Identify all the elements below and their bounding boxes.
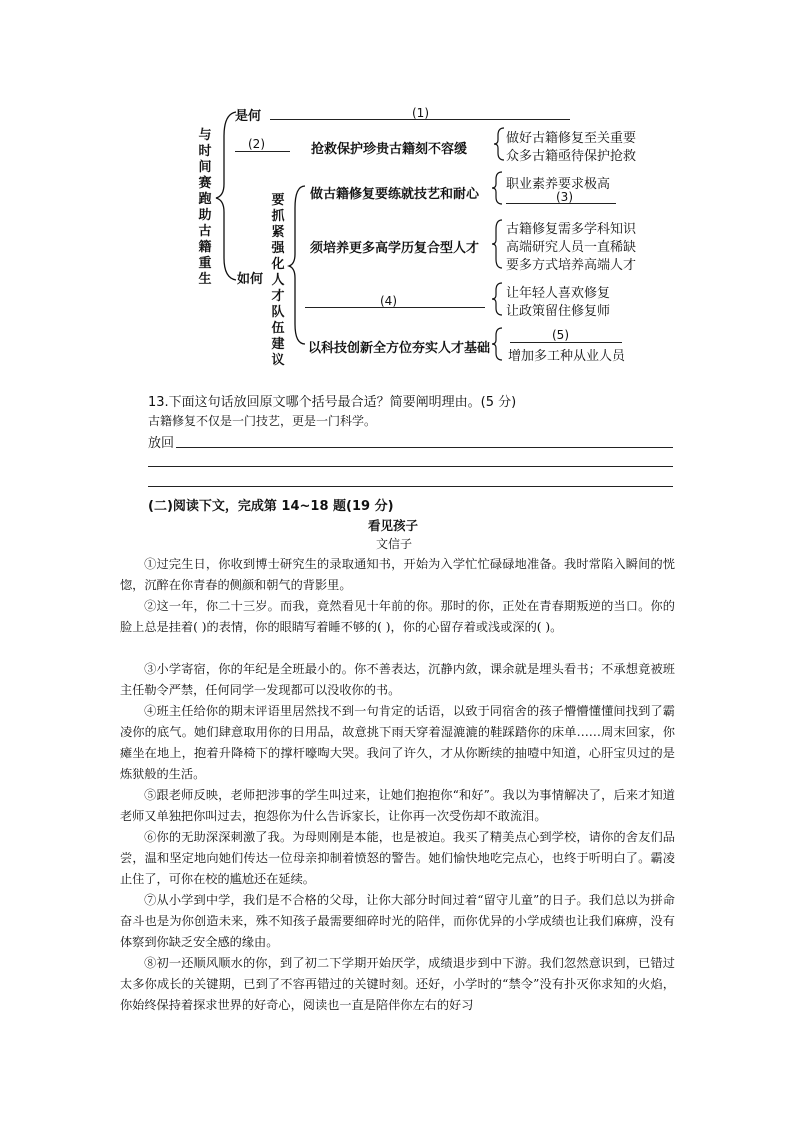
item4-right-2: 让政策留住修复师 [506, 304, 611, 319]
item-5: 以科技创新全方位夯实人才基础 [308, 341, 491, 356]
vertical-main-title: 与时间赛跑助古籍重生 [198, 128, 212, 287]
item5-right-2: 增加多工种从业人员 [508, 349, 626, 364]
item2-right-3: 要多方式培养高端人才 [506, 258, 637, 273]
brace-item1 [490, 170, 504, 206]
row2-right-2: 众多古籍亟待保护抢救 [506, 149, 637, 164]
paragraph-6: ⑥你的无助深深刺激了我。为母则刚是本能，也是被迫。我买了精美点心到学校，请你的舍友们品尝，温和坚定地向她们传达一位母亲抑制着愤怒的警告。她们愉快地吃完点心，也终于听明白了。霸凌止住了，可你在校的尴尬还在延续。 [120, 830, 675, 886]
label-ru-he: 如何 [237, 272, 264, 287]
blank-1-number: (1) [412, 106, 429, 120]
brace-item2 [490, 218, 504, 270]
row2-right-1: 做好古籍修复至关重要 [506, 131, 637, 146]
main-brace [214, 106, 242, 286]
item2-right-1: 古籍修复需多学科知识 [506, 222, 637, 237]
brace-item5 [490, 326, 504, 362]
blank-line-5 [510, 342, 622, 343]
blank-4-number: (4) [380, 294, 397, 308]
blank-5-number: (5) [552, 328, 569, 342]
section2-heading: (二)阅读下文，完成第 14~18 题(19 分) [148, 499, 394, 514]
item-1: 做古籍修复要练就技艺和耐心 [310, 187, 480, 202]
item1-right-1: 职业素养要求极高 [506, 177, 611, 192]
paragraph-5: ⑤跟老师反映，老师把涉事的学生叫过来，让她们抱抱你“和好”。我以为事情解决了，后来才知道老师又单独把你叫过去，抱怨你为什么告诉家长，让你再一次受伤却不敢流泪。 [120, 788, 675, 823]
blank-2-number: (2) [248, 137, 265, 151]
paragraph-1: ①过完生日，你收到博士研究生的录取通知书，开始为入学忙忙碌碌地准备。我时常陷入瞬间的恍惚，沉醉在你青春的侧颜和朝气的背影里。 [120, 557, 675, 592]
brace-item4 [490, 281, 504, 317]
article-title: 看见孩子 [368, 518, 419, 533]
answer-line-3[interactable] [148, 486, 673, 487]
paragraph-7: ⑦从小学到中学，我们是不合格的父母，让你大部分时间过着“留守儿童”的日子。我们总以为拼命奋斗也是为你创造未来，殊不知孩子最需要细碎时光的陪伴，而你优异的小学成绩也让我们麻痹，没有体察到你缺乏安全感的缘由。 [120, 893, 675, 949]
q13-sentence: 古籍修复不仅是一门技艺，更是一门科学。 [148, 414, 377, 428]
row2-middle: 抢救保护珍贵古籍刻不容缓 [311, 142, 468, 157]
item2-right-2: 高端研究人员一直稀缺 [506, 240, 637, 255]
article-author: 文信子 [376, 537, 413, 551]
blank-3-number: (3) [556, 190, 573, 204]
q13-title: 13.下面这句话放回原文哪个括号最合适？简要阐明理由。(5 分) [148, 395, 517, 410]
q13-fang-hui-label: 放回 [148, 436, 175, 451]
sub-brace [287, 180, 309, 350]
item4-right-1: 让年轻人喜欢修复 [506, 286, 611, 301]
paragraph-3: ③小学寄宿，你的年纪是全班最小的。你不善表达，沉静内敛，课余就是埋头看书；不承想竟被班主任勒令严禁，任何同学一发现都可以没收你的书。 [120, 662, 675, 697]
answer-line-1[interactable] [176, 447, 673, 448]
item-2: 须培养更多高学历复合型人才 [310, 241, 480, 256]
blank-line-2 [235, 151, 290, 152]
label-shi-he: 是何 [235, 109, 262, 124]
paragraph-4: ④班主任给你的期末评语里居然找不到一句肯定的话语，以致于同宿舍的孩子懵懵懂懂间找到了霸凌你的底气。她们肆意取用你的日用品，故意挑下雨天穿着湿漉漉的鞋踩踏你的床单……周末回家，你瘫坐在地上，抱着升降椅下的撑杆嚎啕大哭。我问了许久，才从你断续的抽噎中知道，心肝宝贝过的是炼狱般的生活。 [120, 704, 675, 781]
paragraph-8: ⑧初一还顺风顺水的你，到了初二下学期开始厌学，成绩退步到中下游。我们忽然意识到，已错过太多你成长的关键期，已到了不容再错过的关键时刻。还好，小学时的“禁令”没有扑灭你求知的火焰，你始终保持着探求世界的好奇心，阅读也一直是陪伴你左右的好习 [120, 956, 675, 1012]
answer-line-2[interactable] [148, 466, 673, 467]
vertical-subtitle: 要抓紧强化人才队伍建议 [271, 193, 285, 368]
brace-row2 [492, 126, 506, 162]
paragraph-2: ②这一年，你二十三岁。而我，竟然看见十年前的你。那时的你，正处在青春期叛逆的当口。你的脸上总是挂着( )的表情，你的眼睛写着睡不够的( )，你的心留存着或浅或深的( )。 [120, 599, 675, 634]
